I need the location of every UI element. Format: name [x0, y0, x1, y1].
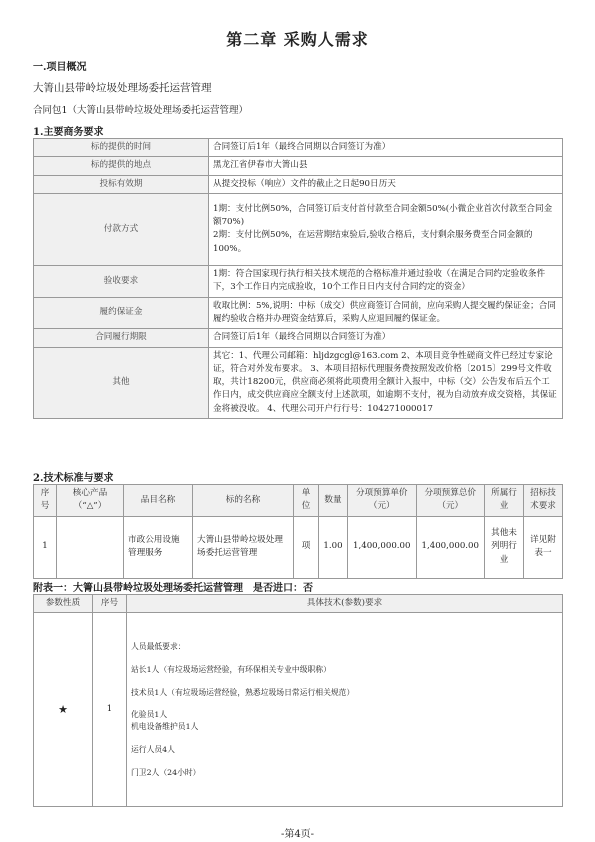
- technical-table: [33, 484, 563, 579]
- column-header: 分项预算总价（元）: [416, 485, 485, 517]
- row-label: 投标有效期: [34, 175, 209, 193]
- technical-heading: 2.技术标准与要求: [33, 473, 114, 484]
- table-cell: [57, 516, 124, 578]
- requirement-line: 化验员1人 机电设备维护员1人: [131, 710, 199, 732]
- row-value: 1期：符合国家现行执行相关技术规范的合格标准并通过验收（在满足合同约定验收条件下，3个工作日内完成验收，10个工作日日内支付合同约定的资金）: [209, 265, 563, 297]
- table-row: [34, 175, 563, 193]
- table-row: [34, 265, 563, 297]
- business-table: [33, 138, 563, 419]
- business-heading: 1.主要商务要求: [33, 127, 104, 138]
- row-label: 验收要求: [34, 265, 209, 297]
- requirement-line: 人员最低要求：: [131, 642, 186, 652]
- column-header: 序号: [93, 595, 127, 613]
- table-header-row: [34, 485, 563, 517]
- requirement-line: 站长1人（有垃圾场运营经验，有环保相关专业中级职称）: [131, 665, 331, 675]
- row-label: 付款方式: [34, 193, 209, 265]
- table-row: [34, 139, 563, 157]
- table-header-row: [34, 595, 563, 613]
- column-header: 参数性质: [34, 595, 93, 613]
- column-header: 品目名称: [124, 485, 193, 517]
- row-label: 履约保证金: [34, 297, 209, 329]
- column-header: 所属行业: [485, 485, 524, 517]
- table-cell: 大箐山县带岭垃圾处理场委托运营管理: [193, 516, 294, 578]
- row-value: 收取比例：5%,说明：中标（成交）供应商签订合同前，应向采购人提交履约保证金；合同履约验收合格并办理资金结算后，采购人应退回履约保证金。: [209, 297, 563, 329]
- column-header: 序号: [34, 485, 57, 517]
- page-number: -第4页-: [280, 829, 315, 840]
- table-row: [34, 516, 563, 578]
- requirement-line: 运行人员4人: [131, 744, 175, 754]
- row-label: 标的提供的时间: [34, 139, 209, 157]
- table-row: [34, 347, 563, 419]
- table-cell: 详见附表一: [524, 516, 563, 578]
- column-header: 单位: [294, 485, 319, 517]
- column-header: 具体技术(参数)要求: [127, 595, 563, 613]
- row-value: 合同签订后1年（最终合同期以合同签订为准）: [209, 139, 563, 157]
- table-cell: 1: [34, 516, 57, 578]
- table-cell: 项: [294, 516, 319, 578]
- column-header: 标的名称: [193, 485, 294, 517]
- row-value: 1期：支付比例50%，合同签订后支付首付款至合同金额50%(小微企业首次付款至合同金额70%) 2期：支付比例50%，在运营期结束验后,验收合格后，支付剩余服务费至合同金额的100%。: [209, 193, 563, 265]
- table-cell: 1,400,000.00: [416, 516, 485, 578]
- section-heading: 一.项目概况: [33, 62, 87, 73]
- requirement-line: 技术员1人（有垃圾场运营经验，熟悉垃圾场日常运行相关规范）: [131, 687, 355, 697]
- chapter-title: 第二章 采购人需求: [226, 30, 369, 49]
- column-header: 核心产品（“△”）: [57, 485, 124, 517]
- table-row: [34, 297, 563, 329]
- row-value: 其它：1、代理公司邮箱：hljdzgcgl@163.com 2、本项目竞争性磋商文件已经过专家论证，符合对外发布要求。 3、本项目招标代理服务费按照发改价格〔2015〕299号文件收取，共计18200元，供应商必须将此项费用全额计入报中，中标（交）公告发布后五个工作日内，成交供应商应全额支付上述款项，如逾期不支付，视为自动放弃成交资格，其保证金将被没收。 4、代理公司开户行行号：104271000017: [209, 347, 563, 419]
- table-cell: 1: [93, 613, 127, 807]
- row-value: 合同签订后1年（最终合同期以合同签订为准）: [209, 329, 563, 347]
- star-marker: ★: [34, 613, 93, 807]
- table-row: [34, 613, 563, 807]
- table-cell: 市政公用设施管理服务: [124, 516, 193, 578]
- row-label: 标的提供的地点: [34, 157, 209, 175]
- table-cell: 1.00: [319, 516, 348, 578]
- table-row: [34, 193, 563, 265]
- project-name: 大箐山县带岭垃圾处理场委托运营管理: [33, 82, 212, 94]
- requirements-cell: [127, 613, 563, 807]
- contract-package: 合同包1（大箐山县带岭垃圾处理场委托运营管理）: [33, 105, 249, 116]
- table-row: [34, 157, 563, 175]
- row-value: 从提交投标（响应）文件的截止之日起90日历天: [209, 175, 563, 193]
- row-label: 合同履行期限: [34, 329, 209, 347]
- row-label: 其他: [34, 347, 209, 419]
- appendix-table: [33, 594, 563, 807]
- column-header: 招标技术要求: [524, 485, 563, 517]
- table-cell: 1,400,000.00: [348, 516, 417, 578]
- table-row: [34, 329, 563, 347]
- row-value: 黑龙江省伊春市大箐山县: [209, 157, 563, 175]
- requirement-line: 门卫2人（24小时）: [131, 767, 201, 777]
- column-header: 数量: [319, 485, 348, 517]
- appendix-heading: 附表一：大箐山县带岭垃圾处理场委托运营管理 是否进口：否: [33, 583, 313, 594]
- table-cell: 其他未列明行业: [485, 516, 524, 578]
- column-header: 分项预算单价（元）: [348, 485, 417, 517]
